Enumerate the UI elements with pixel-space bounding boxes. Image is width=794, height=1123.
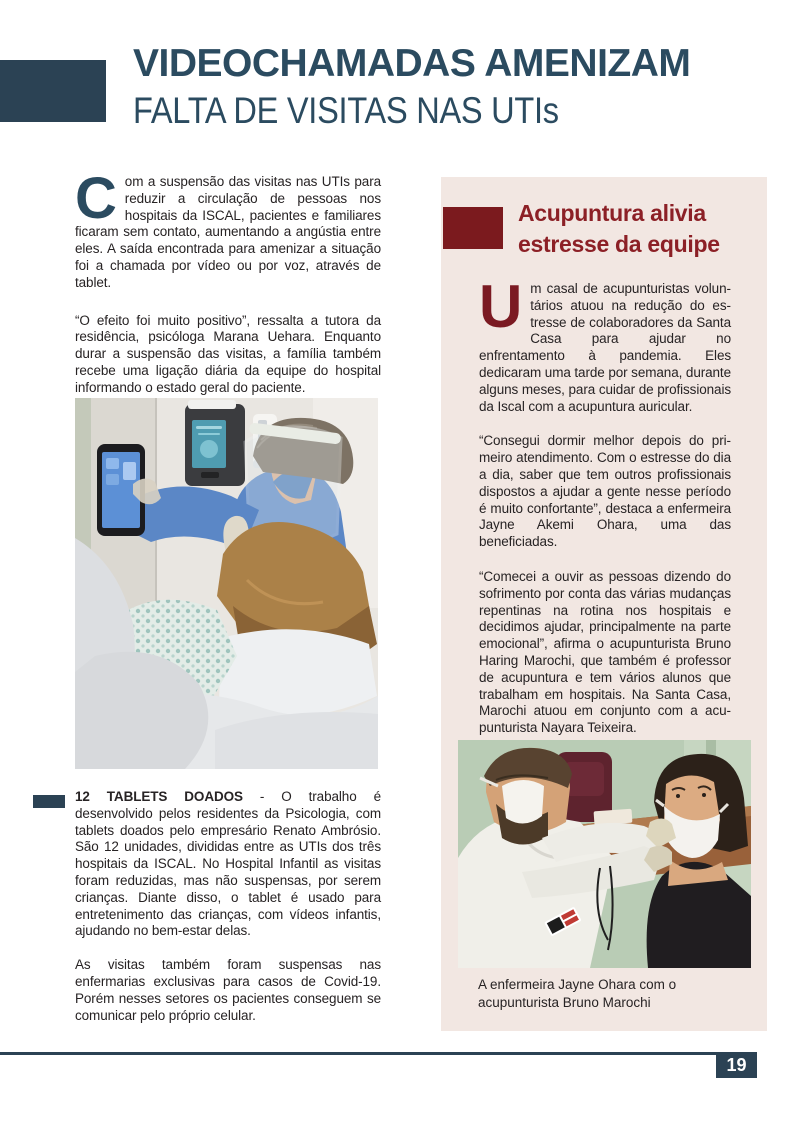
acupuncture-illustration [458,740,751,968]
sidebar-accent-block [443,207,503,249]
main-article-bottom [75,789,381,1024]
acupuncture-photo [458,740,751,968]
tablets-heading: 12 TABLETS DOADOS [75,789,243,804]
dropcap-c: C [75,166,117,231]
paragraph-covid-wards: As visitas também foram suspensas nas enfermarias exclusivas para casos de Covid-19. Porém nesses setores os pacientes conseguem se comunicar pelo próprio celular. [75,957,381,1023]
paragraph-intro-text: om a suspensão das visitas nas UTIs para reduzir a circulação de pessoas nos hospitais da ISCAL, pacientes e familiares ficaram sem contato, aumentando a angústia entre eles. A saída encontrada para amenizar a situação foi a chamada por vídeo ou por voz, através de tablet. [75,174,381,290]
photo-caption: A enfermeira Jayne Ohara com o acupunturista Bruno Marochi [478,977,677,1010]
footer-rule [0,1052,757,1055]
title-accent-block [0,60,106,122]
article-header [133,40,690,134]
paragraph-tablets-text: - O trabalho é desenvolvido pelos residentes da Psicologia, com tablets doados pelo empresário Renato Ambrósio. São 12 unidades, divididas entre as UTIs dos três hospitais da ISCAL. No Hospital Infantil as visitas foram reduzidas, mas não suspensas, por serem crianças. Diante disso, o tablet é usado para entretenimento das crianças, com vídeos infantis, ajudando no bem-estar delas. [75,789,381,939]
paragraph-acupuncture-intro [479,273,731,415]
paragraph-quote-jayne: “Consegui dormir melhor depois do primeiro atendimento. Com o estresse do dia a dia, saber que tem outros profissionais dispostos a ajudar a gente nesse período é muito confortante”, destaca a enfermeira Jayne Akemi Ohara, uma das beneficiadas. [479,433,731,550]
paragraph-quote-bruno: “Comecei a ouvir as pessoas dizendo do sofrimento por conta das várias mudanças repentinas na rotina nos hospitais e decidimos ajudar, principalmente na parte emocional”, afirma o acupunturista Bruno Haring Marochi, que também é professor de acupuntura e tem vários alunos que trabalham em hospitais. Na Santa Casa, Marochi atuou em conjunto com a acupunturista Nayara Teixeira. [479,568,731,736]
paragraph-quote-tutora: “O efeito foi muito positivo”, ressalta a tutora da residência, psicóloga Marana Uehara. Enquanto durar a suspensão das visitas, a família também recebe uma ligação diária da equipe do hospital informando o estado geral do paciente. [75,312,381,395]
acupuncture-sidebar [441,177,767,1031]
dropcap-u: U [479,273,523,340]
sidebar-heading: Acupuntura alivia estresse da equipe [518,200,720,257]
paragraph-tablets [75,789,381,940]
article-title-line2: FALTA DE VISITAS NAS UTIs [133,90,559,131]
article-title-line1: VIDEOCHAMADAS AMENIZAM [133,42,691,85]
icu-videocall-illustration [75,398,378,769]
icu-videocall-photo [75,398,378,769]
sidebar-text [479,273,731,737]
page-number: 19 [716,1052,757,1078]
section-marker [33,795,65,808]
main-article-top [75,166,381,397]
paragraph-acupuncture-intro-text: m casal de acupunturistas voluntários atuou na redução do estresse de colaboradores da Santa Casa para ajudar no enfrentamento à pandemia. Eles dedicaram uma tarde por semana, durante alguns meses, para cuidar de profissionais da Iscal com a acupuntura auricular. [479,281,731,414]
paragraph-intro [75,166,381,292]
